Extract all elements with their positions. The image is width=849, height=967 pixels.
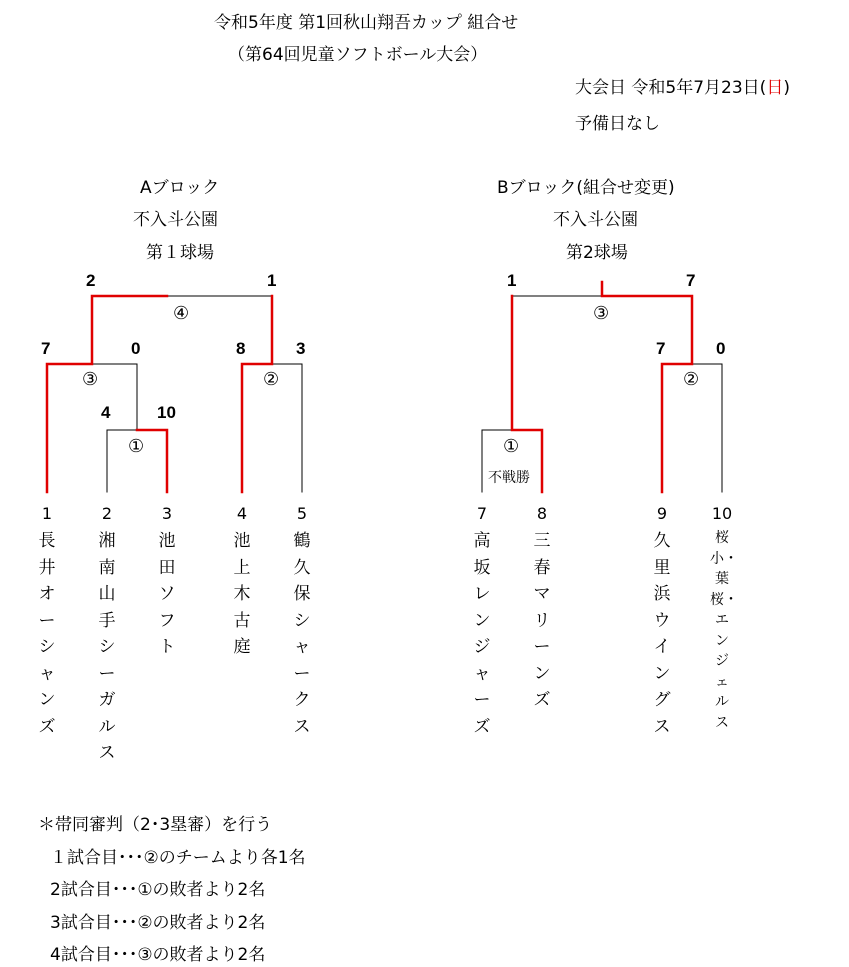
- team-number: 3: [161, 504, 173, 523]
- team-number: 1: [41, 504, 53, 523]
- referee-note-heading: ＊帯同審判（2･3塁審）を行う: [38, 815, 273, 835]
- b-game-1-label: ①: [503, 436, 520, 457]
- b-game-3-label: ③: [593, 303, 610, 324]
- team-name: 池上木古庭: [233, 531, 251, 657]
- b-game-1-bye-note: 不戦勝: [488, 470, 530, 486]
- date-prefix: 大会日 令和5年7月23日(: [575, 78, 767, 98]
- b-win-path-8: [512, 296, 542, 492]
- b-g2-score-left: 7: [656, 339, 666, 358]
- a-game-4-label: ④: [173, 303, 190, 324]
- reserve-day: 予備日なし: [575, 114, 660, 134]
- date-day: 日: [766, 78, 784, 98]
- team-name: 池田ソフト: [158, 531, 176, 657]
- team-name: 三春マリーンズ: [533, 531, 551, 710]
- team-name: 長井オーシャンズ: [38, 531, 56, 737]
- a-g4-score-left: 2: [86, 271, 96, 290]
- referee-note-line: 4試合目･･･③の敗者より2名: [50, 945, 266, 965]
- block-a-field: 第１球場: [146, 243, 214, 263]
- team-name: 桜小・葉桜・エンジェルス: [710, 530, 738, 731]
- tournament-subtitle: （第64回児童ソフトボール大会）: [228, 45, 488, 65]
- a-g3-right: [92, 364, 137, 430]
- date-suffix: ): [783, 78, 790, 98]
- a-game-3-label: ③: [82, 369, 99, 390]
- team-number: 5: [296, 504, 308, 523]
- a-g1-score-left: 4: [101, 403, 111, 422]
- a-g4-score-right: 1: [267, 271, 277, 290]
- referee-note-line: 3試合目･･･②の敗者より2名: [50, 913, 266, 933]
- b-win-path-9: [602, 282, 692, 492]
- team-number: 7: [476, 504, 488, 523]
- b-g3-score-right: 7: [686, 271, 696, 290]
- a-g3-score-left: 7: [41, 339, 51, 358]
- team-number: 8: [536, 504, 548, 523]
- block-b-venue: 不入斗公園: [553, 210, 638, 230]
- a-game-1-label: ①: [128, 436, 145, 457]
- team-number: 4: [236, 504, 248, 523]
- block-a-name: Aブロック: [140, 178, 220, 198]
- b-g3-score-left: 1: [507, 271, 517, 290]
- team-number: 10: [711, 504, 733, 523]
- a-g2-score-right: 3: [296, 339, 306, 358]
- block-a-venue: 不入斗公園: [133, 210, 218, 230]
- referee-note-line: 2試合目･･･①の敗者より2名: [50, 880, 266, 900]
- tournament-title: 令和5年度 第1回秋山翔吾カップ 組合せ: [214, 13, 519, 33]
- team-name: 湘南山手シーガルス: [98, 531, 116, 763]
- block-b-name: Bブロック(組合せ変更): [497, 178, 675, 198]
- team-number: 2: [101, 504, 113, 523]
- a-game-2-label: ②: [263, 369, 280, 390]
- a-g1-score-right: 10: [157, 403, 176, 422]
- b-game-2-label: ②: [683, 369, 700, 390]
- team-number: 9: [656, 504, 668, 523]
- a-g2-score-left: 8: [236, 339, 246, 358]
- a-g3-score-right: 0: [131, 339, 141, 358]
- b-g2-score-right: 0: [716, 339, 726, 358]
- team-name: 久里浜ウイングス: [653, 531, 671, 737]
- referee-note-line: １試合目･･･②のチームより各1名: [50, 848, 306, 868]
- team-name: 鶴久保シャークス: [293, 531, 311, 737]
- a-win-path-4: [242, 296, 272, 492]
- block-b-field: 第2球場: [566, 243, 628, 263]
- team-name: 高坂レンジャーズ: [473, 531, 491, 737]
